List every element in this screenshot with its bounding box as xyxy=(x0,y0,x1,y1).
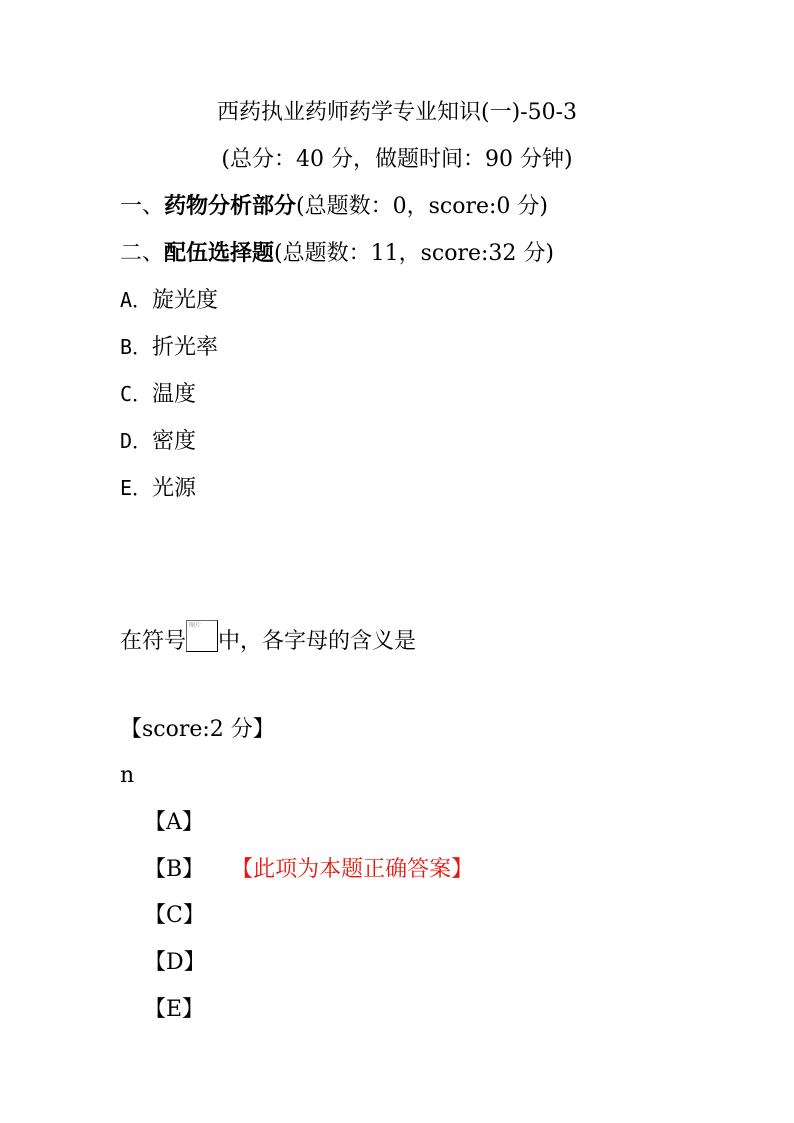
section-1-info: (总题数：0，score:0 分) xyxy=(296,194,548,219)
option-text: 旋光度 xyxy=(152,288,219,313)
question-before: 在符号 xyxy=(120,629,187,654)
question-text xyxy=(120,620,416,656)
option-letter: C． xyxy=(120,382,153,406)
section-1-prefix: 一、 xyxy=(120,194,165,219)
symbol-placeholder: 图片 xyxy=(189,622,202,629)
answer-label: 【E】 xyxy=(144,997,205,1022)
answer-label: 【A】 xyxy=(144,810,204,835)
section-2-prefix: 二、 xyxy=(120,241,165,266)
document-title: 西药执业药师药学专业知识(一)-50-3 xyxy=(216,100,578,125)
option-e xyxy=(120,474,196,503)
section-2-name: 配伍选择题 xyxy=(164,241,275,266)
section-2-info: (总题数：11，score:32 分) xyxy=(274,241,554,266)
question-after: 中，各字母的含义是 xyxy=(218,629,417,654)
section-1 xyxy=(120,193,548,221)
document-meta: (总分：40 分，做题时间：90 分钟) xyxy=(221,147,573,172)
answer-b xyxy=(144,856,473,884)
option-letter: D． xyxy=(120,429,153,453)
answer-label: 【D】 xyxy=(144,950,206,975)
option-letter: A． xyxy=(120,288,153,312)
option-text: 折光率 xyxy=(152,335,219,360)
option-b xyxy=(120,333,218,362)
question-score: 【score:2 分】 xyxy=(120,717,275,742)
answer-label: 【B】 xyxy=(144,857,205,882)
option-text: 光源 xyxy=(152,476,197,501)
formula-symbol-image xyxy=(186,620,218,652)
option-a xyxy=(120,286,218,315)
option-d xyxy=(120,427,196,456)
answer-d xyxy=(144,949,206,977)
correct-answer-note: 【此项为本题正确答案】 xyxy=(242,857,474,882)
answer-c xyxy=(144,902,205,930)
answer-e xyxy=(144,996,204,1024)
sub-item-label: n xyxy=(120,763,135,788)
option-letter: E． xyxy=(120,476,153,500)
section-2 xyxy=(120,240,554,268)
option-c xyxy=(120,380,196,409)
option-text: 温度 xyxy=(152,382,197,407)
section-1-name: 药物分析部分 xyxy=(164,194,297,219)
option-text: 密度 xyxy=(152,429,197,454)
answer-a xyxy=(144,809,204,837)
option-letter: B． xyxy=(120,335,153,359)
answer-label: 【C】 xyxy=(144,903,205,928)
